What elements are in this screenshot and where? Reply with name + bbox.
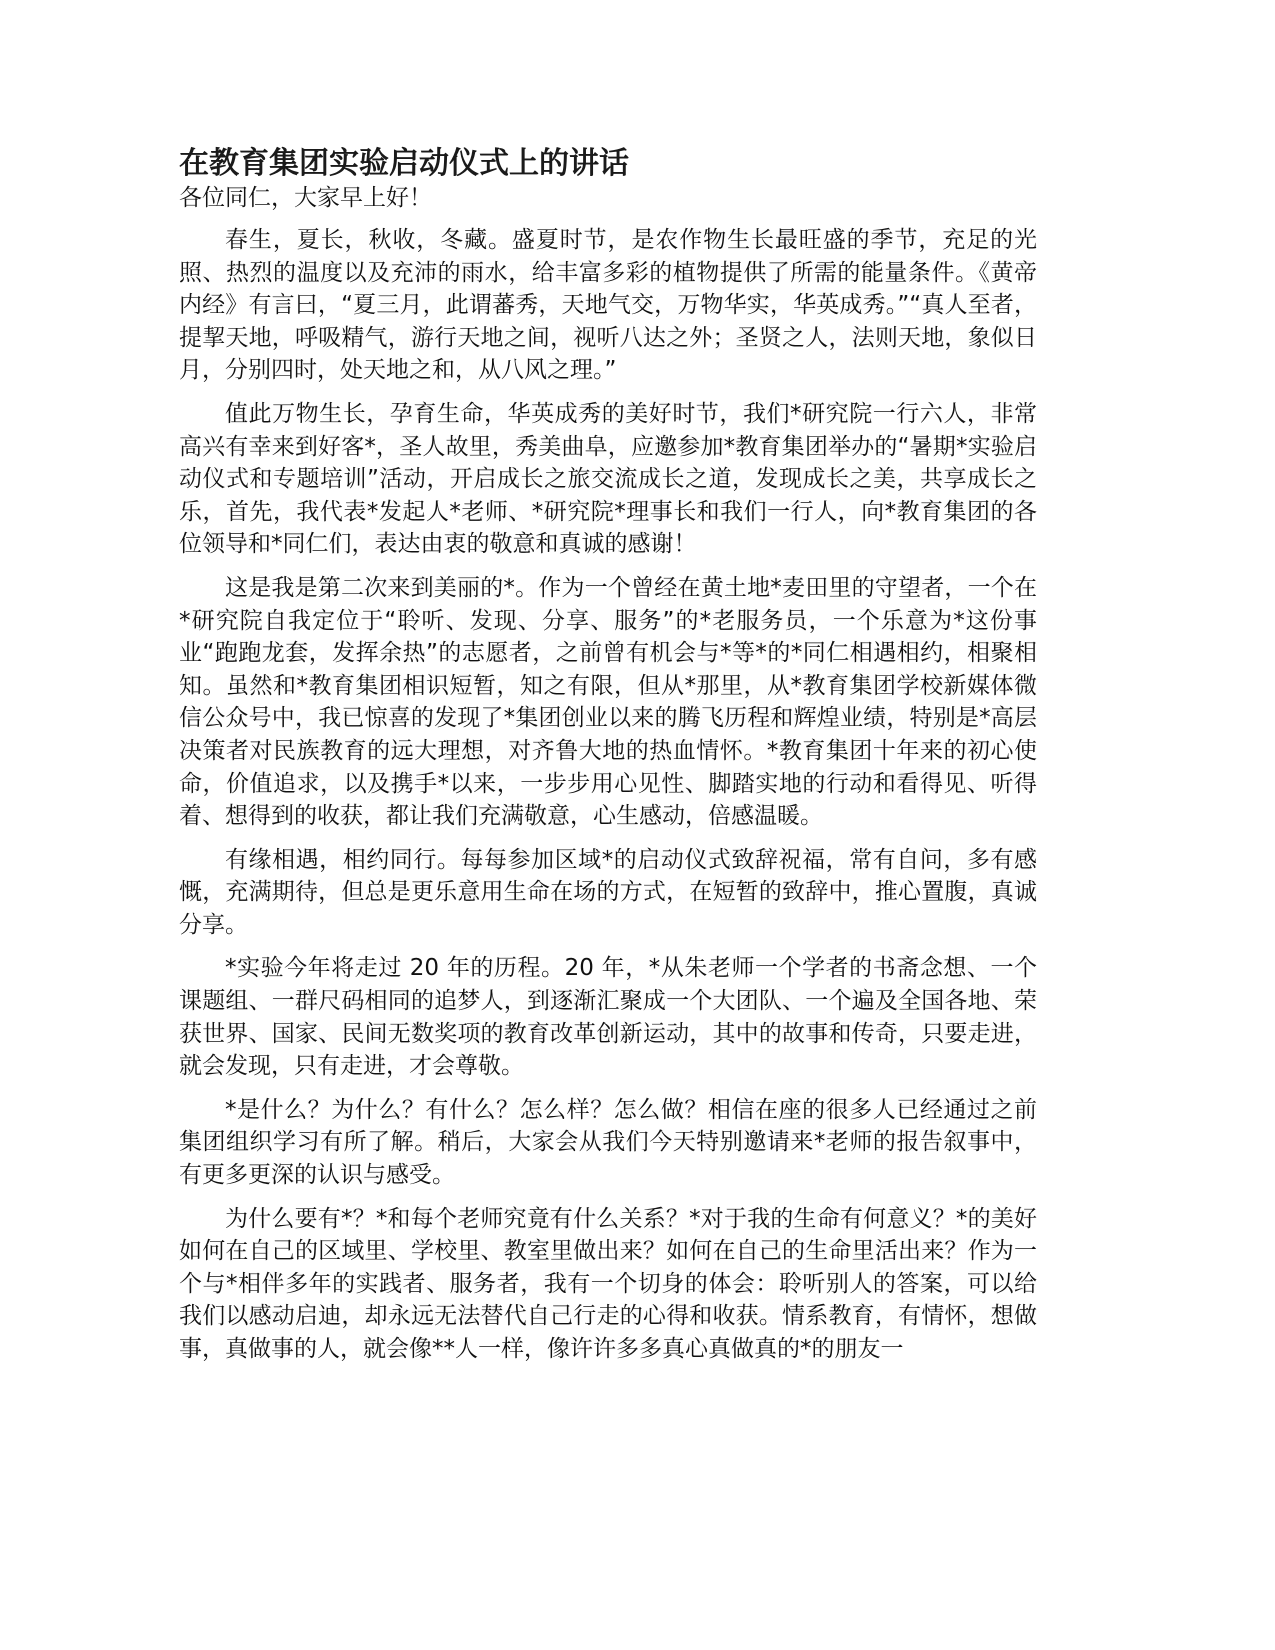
paragraph: *实验今年将走过 20 年的历程。20 年，*从朱老师一个学者的书斋念想、一个课题组、一群尺码相同的追梦人，到逐渐汇聚成一个大团队、一个遍及全国各地、荣获世界、国家、民间无数奖项的教育改革创新运动，其中的故事和传奇，只要走进，就会发现，只有走进，才会尊敬。 [179, 955, 1037, 1080]
greeting-line: 各位同仁，大家早上好！ [179, 185, 432, 211]
paragraph: 春生，夏长，秋收，冬藏。盛夏时节，是农作物生长最旺盛的季节，充足的光照、热烈的温度以及充沛的雨水，给丰富多彩的植物提供了所需的能量条件。《黄帝内经》有言曰，“夏三月，此谓蕃秀，天地气交，万物华实，华英成秀。”“真人至者，提挈天地，呼吸精气，游行天地之间，视听八达之外；圣贤之人，法则天地，象似日月，分别四时，处天地之和，从八风之理。” [179, 227, 1037, 384]
document-title: 在教育集团实验启动仪式上的讲话 [179, 146, 629, 181]
paragraph: 有缘相遇，相约同行。每每参加区域*的启动仪式致辞祝福，常有自问，多有感慨，充满期待，但总是更乐意用生命在场的方式，在短暂的致辞中，推心置腹，真诚分享。 [179, 846, 1037, 938]
paragraph: 值此万物生长，孕育生命，华英成秀的美好时节，我们*研究院一行六人，非常高兴有幸来到好客*，圣人故里，秀美曲阜，应邀参加*教育集团举办的“暑期*实验启动仪式和专题培训”活动，开启成长之旅交流成长之道，发现成长之美，共享成长之乐，首先，我代表*发起人*老师、*研究院*理事长和我们一行人，向*教育集团的各位领导和*同仁们，表达由衷的敬意和真诚的感谢！ [179, 400, 1037, 558]
paragraph: 这是我是第二次来到美丽的*。作为一个曾经在黄土地*麦田里的守望者，一个在*研究院自我定位于“聆听、发现、分享、服务”的*老服务员，一个乐意为*这份事业“跑跑龙套，发挥余热”的志愿者，之前曾有机会与*等*的*同仁相遇相约，相聚相知。虽然和*教育集团相识短暂，知之有限，但从*那里，从*教育集团学校新媒体微信公众号中，我已惊喜的发现了*集团创业以来的腾飞历程和辉煌业绩，特别是*高层决策者对民族教育的远大理想，对齐鲁大地的热血情怀。*教育集团十年来的初心使命，价值追求，以及携手*以来，一步步用心见性、脚踏实地的行动和看得见、听得着、想得到的收获，都让我们充满敬意，心生感动，倍感温暖。 [179, 574, 1037, 830]
document-page [179, 146, 1037, 1377]
paragraph: *是什么？为什么？有什么？怎么样？怎么做？相信在座的很多人已经通过之前集团组织学习有所了解。稍后，大家会从我们今天特别邀请来*老师的报告叙事中，有更多更深的认识与感受。 [179, 1096, 1037, 1189]
paragraph: 为什么要有*？*和每个老师究竟有什么关系？*对于我的生命有何意义？*的美好如何在自己的区域里、学校里、教室里做出来？如何在自己的生命里活出来？作为一个与*相伴多年的实践者、服务者，我有一个切身的体会：聆听别人的答案，可以给我们以感动启迪，却永远无法替代自己行走的心得和收获。情系教育，有情怀，想做事，真做事的人，就会像**人一样，像许许多多真心真做真的*的朋友一 [179, 1205, 1037, 1362]
